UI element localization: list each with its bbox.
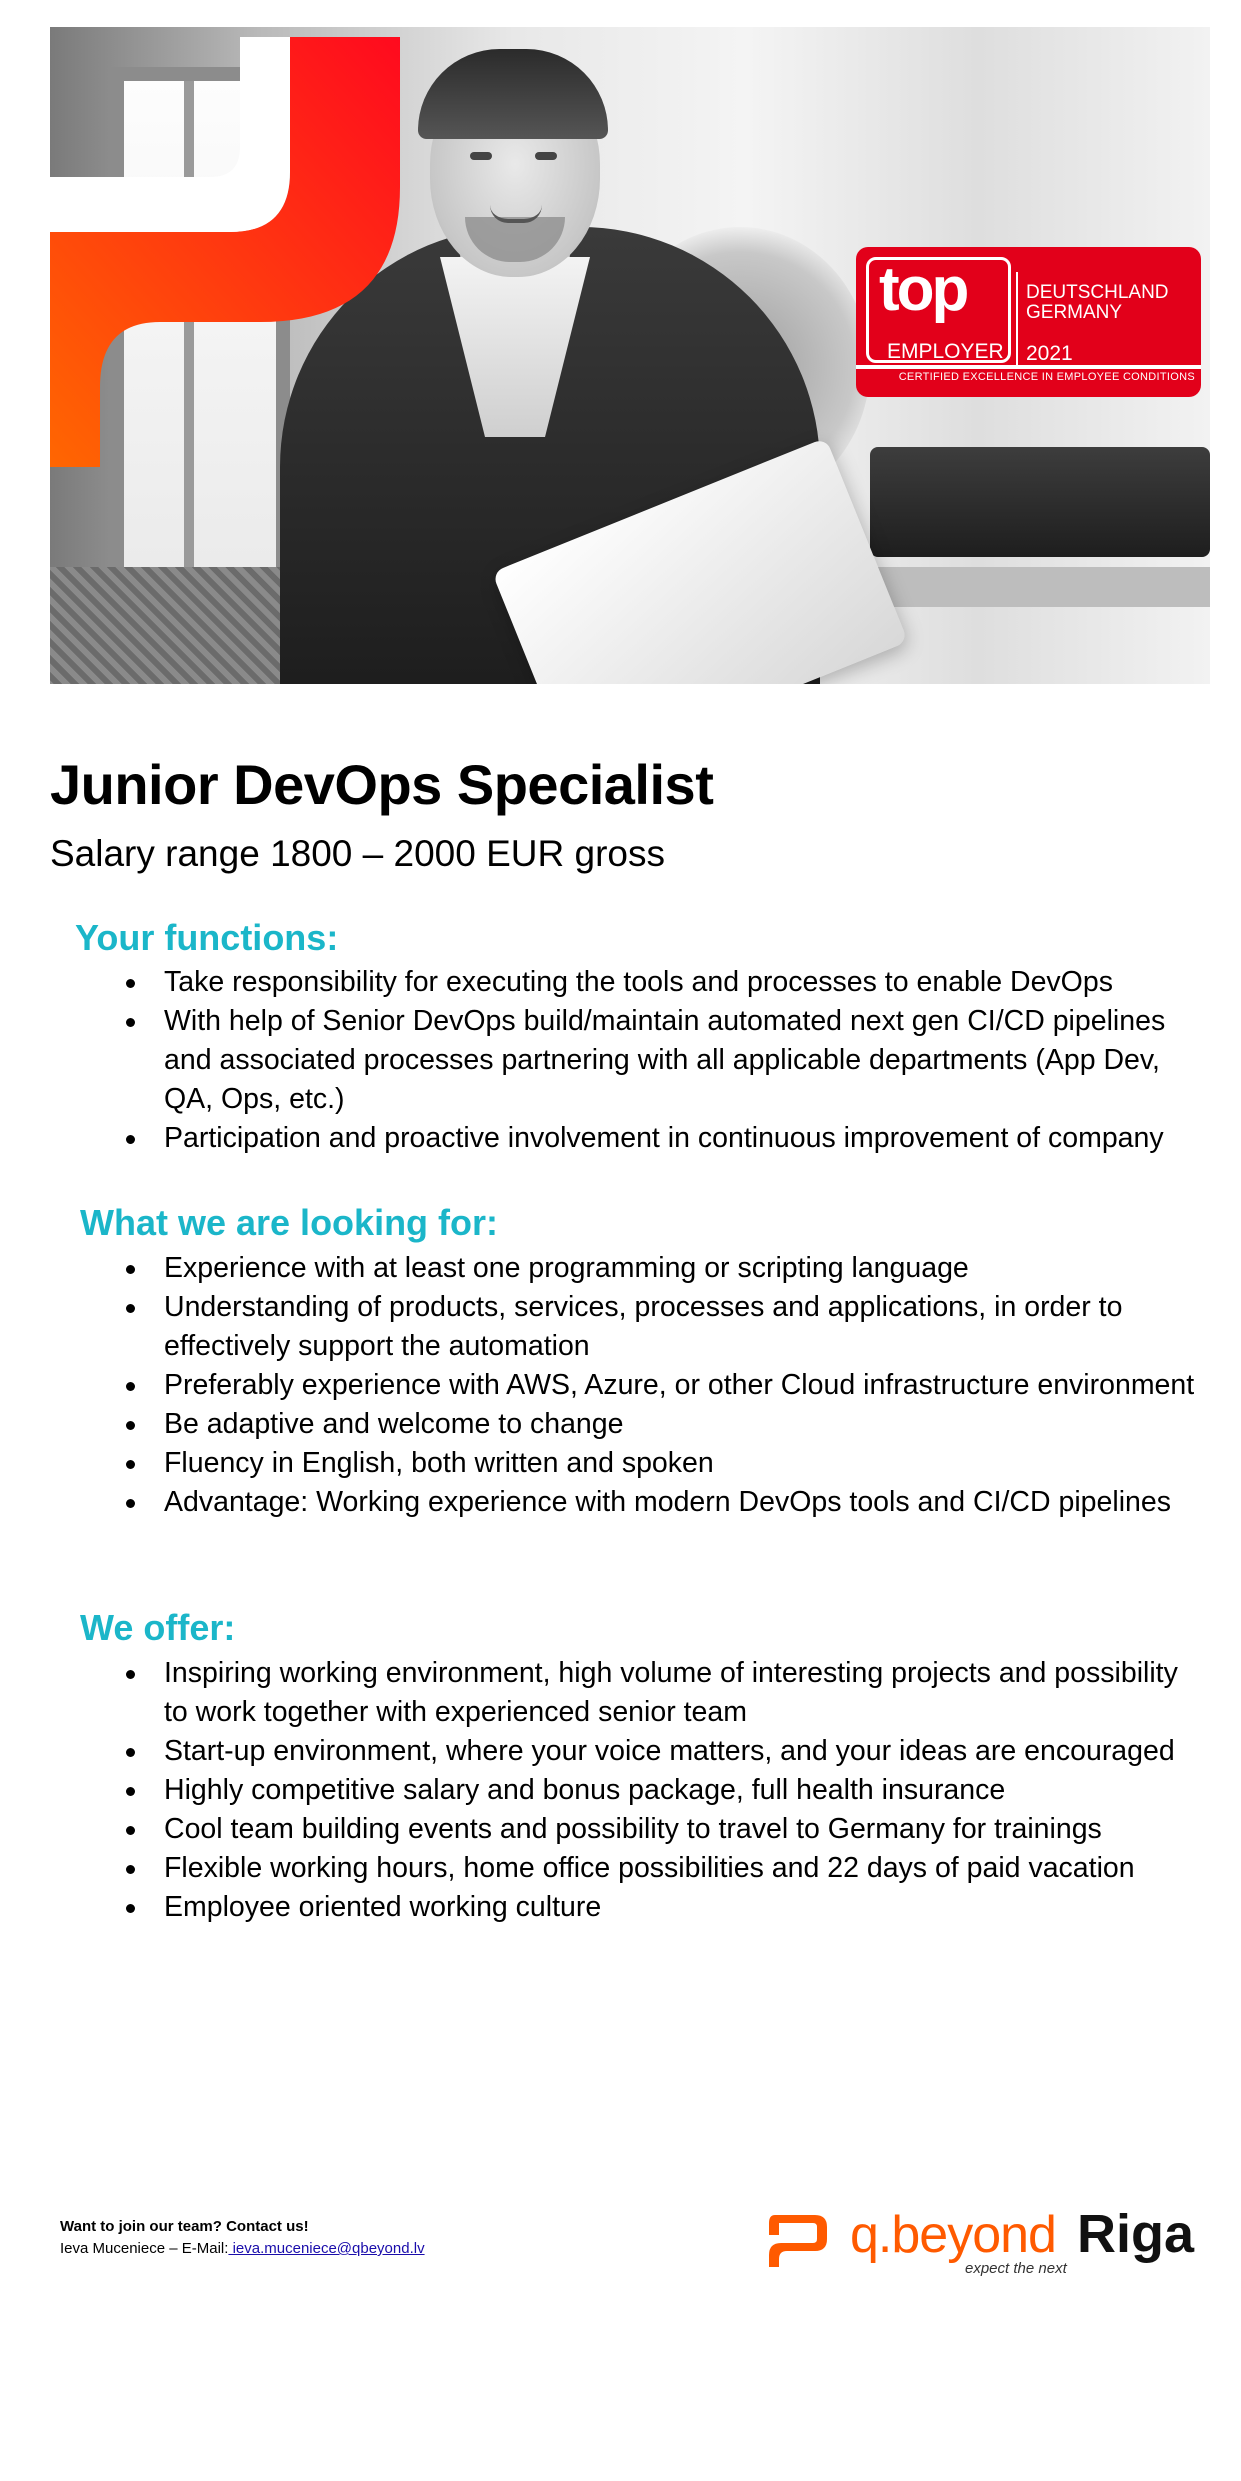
list-item: With help of Senior DevOps build/maintain automated next gen CI/CD pipelines and associated processes partnering with all applicable departments (App Dev, QA, Ops, etc.) [120, 1002, 1200, 1119]
brand-tagline: expect the next [965, 2260, 1067, 2277]
badge-country-en: GERMANY [1026, 302, 1123, 323]
top-employer-badge [856, 247, 1201, 397]
list-item: Employee oriented working culture [120, 1888, 1200, 1927]
q-beyond-logo-mark-icon [765, 2209, 833, 2269]
contact-line [60, 2240, 425, 2257]
list-item: Cool team building events and possibility to travel to Germany for trainings [120, 1810, 1200, 1849]
hero-couch [50, 567, 290, 684]
list-item: Participation and proactive involvement in continuous improvement of company [120, 1119, 1200, 1158]
badge-employer-word: EMPLOYER [887, 340, 1004, 363]
list-item: Experience with at least one programming or scripting language [120, 1249, 1200, 1288]
badge-logo-box [866, 257, 1011, 363]
list-item: Inspiring working environment, high volume of interesting projects and possibility to work together with experienced senior team [120, 1654, 1200, 1732]
badge-country-de: DEUTSCHLAND [1026, 282, 1169, 303]
functions-list [120, 963, 1200, 1158]
list-item: Start-up environment, where your voice matters, and your ideas are encouraged [120, 1732, 1200, 1771]
brand-name: q.beyond [850, 2206, 1056, 2264]
badge-top-word: top [879, 255, 967, 324]
q-beyond-riga-logo [765, 2204, 1195, 2277]
list-item: Take responsibility for executing the tools and processes to enable DevOps [120, 963, 1200, 1002]
list-item: Understanding of products, services, processes and applications, in order to effectively support the automation [120, 1288, 1200, 1366]
list-item: Flexible working hours, home office possibilities and 22 days of paid vacation [120, 1849, 1200, 1888]
contact-name: Ieva Muceniece – E-Mail: [60, 2240, 229, 2257]
badge-band [856, 365, 1201, 369]
list-item: Highly competitive salary and bonus package, full health insurance [120, 1771, 1200, 1810]
functions-heading: Your functions: [75, 917, 339, 958]
contact-email-link[interactable]: ieva.muceniece@qbeyond.lv [228, 2240, 425, 2257]
hero-desk [870, 447, 1210, 557]
looking-for-heading: What we are looking for: [80, 1202, 499, 1243]
salary-range: Salary range 1800 – 2000 EUR gross [50, 833, 665, 874]
looking-for-list [120, 1249, 1200, 1522]
contact-heading: Want to join our team? Contact us! [60, 2218, 309, 2235]
q-beyond-hero-shape-icon [50, 27, 430, 467]
list-item: Fluency in English, both written and spoken [120, 1444, 1200, 1483]
hero-person-eye [535, 152, 557, 160]
hero-person-cap [418, 49, 608, 139]
list-item: Be adaptive and welcome to change [120, 1405, 1200, 1444]
offer-list [120, 1654, 1200, 1927]
offer-heading: We offer: [80, 1607, 236, 1648]
badge-certified-text: CERTIFIED EXCELLENCE IN EMPLOYEE CONDITIONS [898, 371, 1195, 383]
list-item: Preferably experience with AWS, Azure, or other Cloud infrastructure environment [120, 1366, 1200, 1405]
list-item: Advantage: Working experience with modern DevOps tools and CI/CD pipelines [120, 1483, 1200, 1522]
job-title: Junior DevOps Specialist [50, 753, 714, 816]
badge-year: 2021 [1026, 342, 1073, 365]
badge-divider [1016, 272, 1018, 367]
hero-person-eye [470, 152, 492, 160]
brand-city: Riga [1077, 2204, 1195, 2264]
hero-image [50, 27, 1210, 684]
